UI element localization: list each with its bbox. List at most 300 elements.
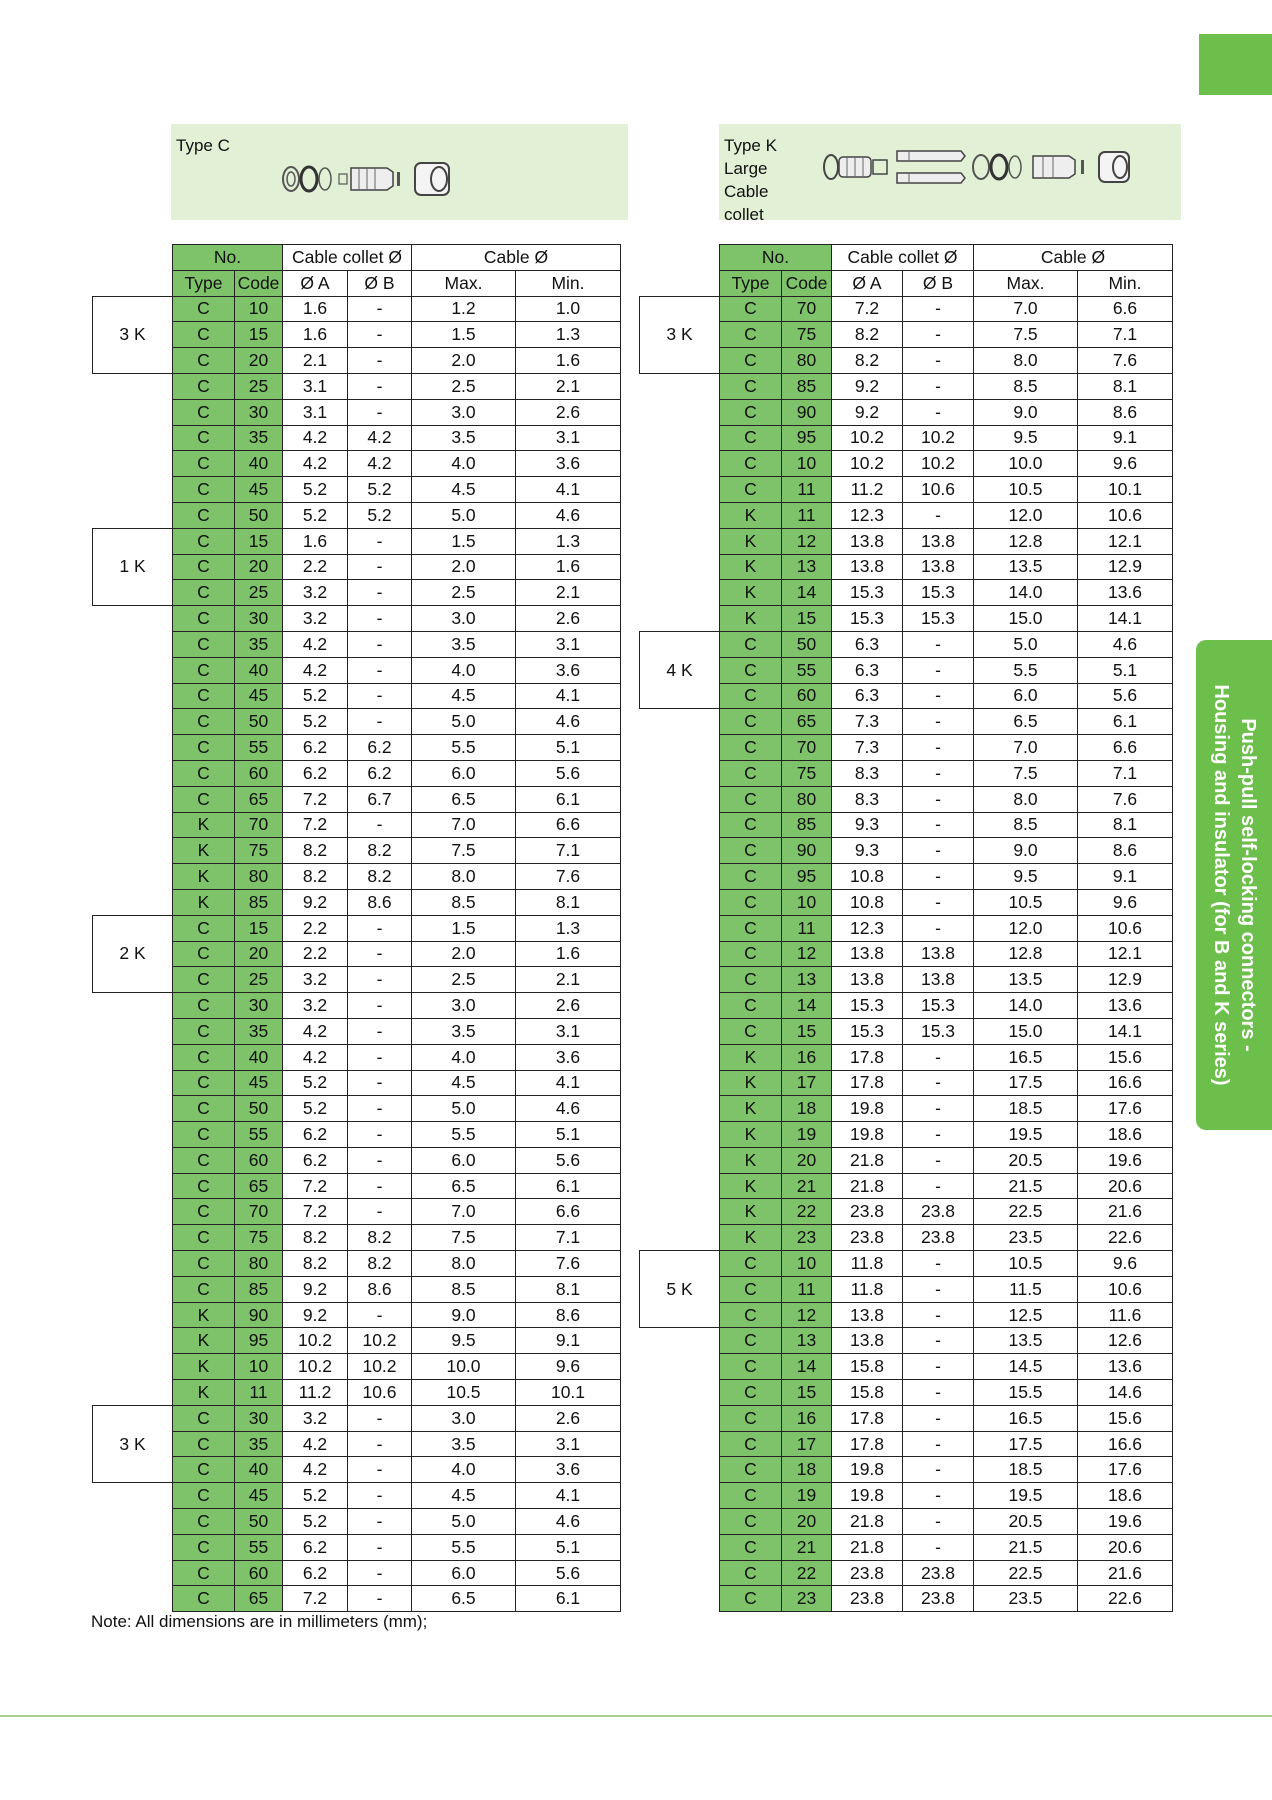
- cell-max: 3.0: [412, 399, 516, 425]
- cell-dia-a: 12.3: [832, 502, 903, 528]
- cell-code: 22: [782, 1199, 832, 1225]
- cell-max: 8.0: [974, 348, 1078, 374]
- cell-min: 18.6: [1078, 1122, 1173, 1148]
- cell-dia-a: 10.2: [283, 1328, 348, 1354]
- cell-max: 8.0: [412, 1251, 516, 1277]
- cell-dia-b: -: [348, 1070, 412, 1096]
- cell-dia-b: -: [348, 967, 412, 993]
- cell-min: 4.6: [516, 502, 621, 528]
- cell-dia-b: -: [903, 864, 974, 890]
- cell-dia-a: 3.1: [283, 373, 348, 399]
- table-row: [640, 657, 1173, 683]
- cell-dia-a: 2.2: [283, 941, 348, 967]
- cell-dia-b: -: [348, 1509, 412, 1535]
- cell-dia-a: 13.8: [832, 1302, 903, 1328]
- cell-min: 3.6: [516, 1457, 621, 1483]
- cell-max: 7.5: [412, 838, 516, 864]
- cell-dia-b: -: [348, 1096, 412, 1122]
- large-collet-body-icon: [821, 149, 891, 185]
- cell-type: C: [173, 1147, 235, 1173]
- cell-code: 55: [782, 657, 832, 683]
- cell-min: 4.1: [516, 1483, 621, 1509]
- table-row: [640, 709, 1173, 735]
- table-row: [640, 451, 1173, 477]
- cell-max: 22.5: [974, 1560, 1078, 1586]
- cell-min: 4.6: [516, 709, 621, 735]
- cell-dia-b: 10.2: [903, 425, 974, 451]
- cell-dia-b: 6.7: [348, 786, 412, 812]
- table-row: [640, 425, 1173, 451]
- cell-code: 35: [235, 1431, 283, 1457]
- cell-dia-b: 6.2: [348, 760, 412, 786]
- cell-type: C: [720, 425, 782, 451]
- type-k-label: Type K Large Cable collet: [724, 136, 777, 224]
- col-cable: Cable Ø: [974, 245, 1173, 271]
- cell-type: C: [720, 993, 782, 1019]
- cell-dia-b: -: [348, 657, 412, 683]
- cell-max: 6.0: [974, 683, 1078, 709]
- cell-max: 17.5: [974, 1431, 1078, 1457]
- col-code: Code: [782, 270, 832, 296]
- cell-dia-a: 8.2: [283, 838, 348, 864]
- table-row: [93, 683, 621, 709]
- table-row: [93, 1173, 621, 1199]
- cell-dia-b: -: [348, 322, 412, 348]
- cell-dia-a: 9.2: [832, 373, 903, 399]
- cell-min: 6.6: [516, 812, 621, 838]
- cell-type: C: [173, 993, 235, 1019]
- cell-type: C: [720, 889, 782, 915]
- cell-dia-b: 13.8: [903, 967, 974, 993]
- table-row: [640, 1509, 1173, 1535]
- cell-code: 45: [235, 1483, 283, 1509]
- cell-min: 19.6: [1078, 1147, 1173, 1173]
- cell-code: 11: [782, 477, 832, 503]
- cell-dia-b: -: [348, 812, 412, 838]
- cell-type: C: [173, 735, 235, 761]
- cell-min: 8.6: [516, 1302, 621, 1328]
- header-row-2: [93, 270, 621, 296]
- cell-code: 22: [782, 1560, 832, 1586]
- cell-dia-a: 5.2: [283, 1070, 348, 1096]
- cell-min: 9.6: [1078, 889, 1173, 915]
- cell-dia-b: 4.2: [348, 451, 412, 477]
- cell-code: 12: [782, 941, 832, 967]
- cell-type: C: [720, 451, 782, 477]
- table-row: [640, 786, 1173, 812]
- cell-code: 45: [235, 477, 283, 503]
- cell-dia-b: -: [348, 580, 412, 606]
- cell-dia-b: -: [903, 322, 974, 348]
- cell-dia-b: 4.2: [348, 425, 412, 451]
- cell-dia-b: -: [903, 657, 974, 683]
- cell-dia-a: 4.2: [283, 1044, 348, 1070]
- cell-type: C: [173, 528, 235, 554]
- cell-dia-a: 23.8: [832, 1199, 903, 1225]
- k-seal-rings-icon: [971, 152, 1023, 182]
- cell-type: K: [720, 1225, 782, 1251]
- table-row: [93, 760, 621, 786]
- cell-type: C: [720, 657, 782, 683]
- cell-min: 6.6: [1078, 296, 1173, 322]
- cell-max: 16.5: [974, 1044, 1078, 1070]
- cell-dia-a: 21.8: [832, 1173, 903, 1199]
- cell-dia-b: 10.2: [903, 451, 974, 477]
- cell-type: C: [173, 1483, 235, 1509]
- cell-type: C: [720, 1354, 782, 1380]
- cell-min: 3.6: [516, 1044, 621, 1070]
- cell-code: 23: [782, 1586, 832, 1612]
- cell-code: 95: [235, 1328, 283, 1354]
- table-row: [640, 1122, 1173, 1148]
- cell-dia-a: 9.2: [283, 889, 348, 915]
- table-row: [640, 1044, 1173, 1070]
- cell-max: 8.5: [412, 889, 516, 915]
- cell-max: 13.5: [974, 554, 1078, 580]
- cell-min: 12.9: [1078, 967, 1173, 993]
- cell-code: 30: [235, 399, 283, 425]
- cell-min: 8.6: [1078, 838, 1173, 864]
- table-row: [640, 1431, 1173, 1457]
- cable-collet-icon: [337, 162, 407, 196]
- cell-type: C: [720, 683, 782, 709]
- cell-dia-a: 3.2: [283, 993, 348, 1019]
- cell-dia-b: -: [903, 1251, 974, 1277]
- cell-max: 15.5: [974, 1380, 1078, 1406]
- cell-type: K: [720, 1122, 782, 1148]
- cell-dia-b: -: [903, 348, 974, 374]
- table-row: [640, 864, 1173, 890]
- cell-dia-b: -: [903, 1276, 974, 1302]
- cell-min: 21.6: [1078, 1199, 1173, 1225]
- cell-type: C: [173, 348, 235, 374]
- table-row: [640, 1018, 1173, 1044]
- cell-type: C: [173, 1509, 235, 1535]
- table-row: [93, 451, 621, 477]
- cell-type: K: [173, 1380, 235, 1406]
- cell-code: 85: [235, 889, 283, 915]
- cell-type: C: [173, 1044, 235, 1070]
- cell-dia-a: 5.2: [283, 709, 348, 735]
- cell-code: 30: [235, 606, 283, 632]
- cell-dia-b: -: [348, 709, 412, 735]
- table-row: [640, 348, 1173, 374]
- cell-min: 9.1: [516, 1328, 621, 1354]
- cell-max: 8.5: [974, 812, 1078, 838]
- cell-dia-a: 8.2: [832, 348, 903, 374]
- table-row: [640, 296, 1173, 322]
- table-row: [640, 1354, 1173, 1380]
- cell-min: 4.1: [516, 477, 621, 503]
- cell-code: 70: [782, 296, 832, 322]
- cell-min: 7.1: [516, 1225, 621, 1251]
- cell-dia-b: -: [348, 1044, 412, 1070]
- table-row: [640, 967, 1173, 993]
- cell-code: 14: [782, 993, 832, 1019]
- cell-dia-a: 5.2: [283, 683, 348, 709]
- cell-dia-b: 15.3: [903, 1018, 974, 1044]
- cell-min: 2.6: [516, 993, 621, 1019]
- cell-min: 9.6: [1078, 451, 1173, 477]
- cell-code: 17: [782, 1431, 832, 1457]
- cell-dia-b: 13.8: [903, 554, 974, 580]
- cell-dia-a: 8.2: [283, 864, 348, 890]
- cell-dia-b: 5.2: [348, 477, 412, 503]
- cell-min: 13.6: [1078, 580, 1173, 606]
- cell-code: 18: [782, 1457, 832, 1483]
- table-row: [93, 1302, 621, 1328]
- col-min: Min.: [516, 270, 621, 296]
- cell-dia-a: 6.3: [832, 657, 903, 683]
- cell-max: 19.5: [974, 1122, 1078, 1148]
- cell-type: C: [173, 1534, 235, 1560]
- table-row: [93, 580, 621, 606]
- col-cable-collet: Cable collet Ø: [832, 245, 974, 271]
- cell-max: 4.5: [412, 477, 516, 503]
- cell-code: 21: [782, 1534, 832, 1560]
- col-max: Max.: [974, 270, 1078, 296]
- cell-dia-a: 1.6: [283, 296, 348, 322]
- cell-type: C: [720, 322, 782, 348]
- cell-dia-a: 17.8: [832, 1405, 903, 1431]
- cell-dia-b: -: [348, 1560, 412, 1586]
- cell-min: 5.6: [516, 1560, 621, 1586]
- cell-code: 80: [235, 1251, 283, 1277]
- cell-dia-a: 8.2: [832, 322, 903, 348]
- table-row: [93, 425, 621, 451]
- col-no: No.: [720, 245, 832, 271]
- cell-type: C: [173, 1457, 235, 1483]
- cell-dia-b: -: [348, 1483, 412, 1509]
- cell-max: 21.5: [974, 1534, 1078, 1560]
- cell-max: 14.5: [974, 1354, 1078, 1380]
- cell-min: 8.6: [1078, 399, 1173, 425]
- cell-dia-a: 11.8: [832, 1276, 903, 1302]
- col-min: Min.: [1078, 270, 1173, 296]
- cell-dia-a: 11.8: [832, 1251, 903, 1277]
- k-cable-collet-icon: [1027, 150, 1091, 184]
- cell-type: C: [720, 915, 782, 941]
- cell-dia-a: 1.6: [283, 322, 348, 348]
- cell-dia-b: 23.8: [903, 1199, 974, 1225]
- col-dia-b: Ø B: [903, 270, 974, 296]
- cell-dia-a: 13.8: [832, 941, 903, 967]
- cell-max: 7.0: [974, 735, 1078, 761]
- cell-type: C: [720, 838, 782, 864]
- table-row: [93, 1276, 621, 1302]
- cell-dia-b: -: [348, 1534, 412, 1560]
- cell-type: C: [720, 709, 782, 735]
- cell-dia-a: 6.2: [283, 1122, 348, 1148]
- footer-rule: [0, 1715, 1272, 1717]
- cell-type: C: [173, 967, 235, 993]
- left-spec-table: [92, 244, 621, 1612]
- cell-dia-a: 4.2: [283, 1018, 348, 1044]
- cell-min: 20.6: [1078, 1173, 1173, 1199]
- cell-min: 7.6: [516, 864, 621, 890]
- cell-dia-b: -: [348, 1018, 412, 1044]
- type-c-header: [171, 124, 628, 220]
- cell-max: 20.5: [974, 1509, 1078, 1535]
- cell-dia-a: 5.2: [283, 1483, 348, 1509]
- table-row: [640, 1328, 1173, 1354]
- cell-max: 1.5: [412, 322, 516, 348]
- table-row: [640, 1560, 1173, 1586]
- cell-max: 10.0: [974, 451, 1078, 477]
- cell-max: 1.5: [412, 915, 516, 941]
- cell-type: K: [720, 554, 782, 580]
- cell-code: 40: [235, 657, 283, 683]
- cell-max: 16.5: [974, 1405, 1078, 1431]
- cell-dia-a: 9.2: [832, 399, 903, 425]
- cell-min: 15.6: [1078, 1044, 1173, 1070]
- cell-max: 22.5: [974, 1199, 1078, 1225]
- cell-code: 13: [782, 1328, 832, 1354]
- cell-max: 5.5: [412, 735, 516, 761]
- cell-min: 1.6: [516, 554, 621, 580]
- cell-type: K: [720, 528, 782, 554]
- side-tab-text: [1207, 640, 1261, 1130]
- cell-max: 8.5: [974, 373, 1078, 399]
- cell-dia-a: 3.2: [283, 967, 348, 993]
- cell-dia-b: 15.3: [903, 993, 974, 1019]
- cell-dia-a: 4.2: [283, 1457, 348, 1483]
- cell-dia-a: 11.2: [832, 477, 903, 503]
- cell-dia-a: 15.3: [832, 993, 903, 1019]
- cell-dia-b: -: [903, 889, 974, 915]
- table-row: [640, 1534, 1173, 1560]
- cell-dia-b: -: [903, 1096, 974, 1122]
- cell-dia-b: -: [348, 915, 412, 941]
- cell-type: C: [720, 1380, 782, 1406]
- cell-type: K: [720, 1044, 782, 1070]
- type-c-label: Type C: [176, 136, 230, 155]
- cell-type: K: [173, 889, 235, 915]
- cell-type: C: [173, 683, 235, 709]
- cell-min: 4.6: [516, 1096, 621, 1122]
- cell-max: 5.0: [412, 709, 516, 735]
- cell-type: K: [173, 838, 235, 864]
- cell-min: 8.1: [1078, 812, 1173, 838]
- cell-min: 12.1: [1078, 941, 1173, 967]
- cell-dia-b: -: [903, 709, 974, 735]
- cell-max: 9.5: [974, 425, 1078, 451]
- cell-type: C: [720, 1251, 782, 1277]
- table-row: [640, 373, 1173, 399]
- cell-min: 1.3: [516, 322, 621, 348]
- cell-min: 17.6: [1078, 1096, 1173, 1122]
- cell-dia-b: -: [348, 993, 412, 1019]
- table-row: [93, 1354, 621, 1380]
- cell-dia-a: 1.6: [283, 528, 348, 554]
- table-row: [93, 528, 621, 554]
- cell-type: C: [173, 502, 235, 528]
- cell-dia-b: 8.6: [348, 1276, 412, 1302]
- table-row: [93, 812, 621, 838]
- cell-max: 3.0: [412, 993, 516, 1019]
- table-row: [93, 296, 621, 322]
- right-table-body: [640, 296, 1173, 1612]
- cell-code: 95: [782, 425, 832, 451]
- cell-dia-a: 8.3: [832, 786, 903, 812]
- table-row: [640, 1276, 1173, 1302]
- cell-dia-b: -: [348, 606, 412, 632]
- cell-code: 60: [235, 1560, 283, 1586]
- cell-code: 20: [782, 1147, 832, 1173]
- col-type: Type: [173, 270, 235, 296]
- cell-max: 6.5: [412, 786, 516, 812]
- cell-dia-b: 10.6: [903, 477, 974, 503]
- cell-code: 40: [235, 1044, 283, 1070]
- cell-dia-b: 6.2: [348, 735, 412, 761]
- cell-dia-b: -: [903, 1302, 974, 1328]
- table-row: [93, 1147, 621, 1173]
- cell-dia-a: 3.2: [283, 1405, 348, 1431]
- table-row: [93, 941, 621, 967]
- cell-dia-b: -: [903, 1431, 974, 1457]
- header-row-1: [640, 245, 1173, 271]
- cell-dia-b: -: [903, 1457, 974, 1483]
- table-row: [640, 322, 1173, 348]
- cell-type: C: [720, 631, 782, 657]
- cell-min: 14.1: [1078, 1018, 1173, 1044]
- type-k-header: [719, 124, 1181, 224]
- cell-dia-a: 19.8: [832, 1122, 903, 1148]
- table-row: [93, 1560, 621, 1586]
- cell-dia-a: 8.3: [832, 760, 903, 786]
- cell-dia-a: 15.3: [832, 606, 903, 632]
- cell-min: 3.1: [516, 425, 621, 451]
- cell-type: C: [173, 1405, 235, 1431]
- cell-min: 5.6: [516, 760, 621, 786]
- cell-max: 2.0: [412, 554, 516, 580]
- cell-dia-b: -: [348, 941, 412, 967]
- cell-dia-b: -: [903, 373, 974, 399]
- cell-code: 15: [782, 1380, 832, 1406]
- cell-max: 13.5: [974, 967, 1078, 993]
- cell-dia-b: -: [348, 1199, 412, 1225]
- table-row: [93, 1328, 621, 1354]
- table-row: [640, 915, 1173, 941]
- cell-max: 7.5: [412, 1225, 516, 1251]
- cell-type: C: [720, 941, 782, 967]
- cell-code: 20: [782, 1509, 832, 1535]
- table-row: [640, 1199, 1173, 1225]
- cell-max: 8.0: [412, 864, 516, 890]
- table-row: [640, 1070, 1173, 1096]
- cell-code: 19: [782, 1483, 832, 1509]
- cell-dia-a: 15.8: [832, 1380, 903, 1406]
- cell-min: 14.6: [1078, 1380, 1173, 1406]
- cell-type: C: [173, 1431, 235, 1457]
- table-row: [93, 1405, 621, 1431]
- cell-type: C: [720, 1534, 782, 1560]
- cell-code: 55: [235, 1122, 283, 1148]
- cell-min: 10.6: [1078, 502, 1173, 528]
- cell-max: 4.0: [412, 451, 516, 477]
- cell-max: 6.5: [412, 1173, 516, 1199]
- cell-dia-b: -: [903, 1534, 974, 1560]
- cell-code: 17: [782, 1070, 832, 1096]
- cell-min: 7.1: [516, 838, 621, 864]
- cell-max: 21.5: [974, 1173, 1078, 1199]
- cell-dia-b: 5.2: [348, 502, 412, 528]
- cell-code: 55: [235, 735, 283, 761]
- cell-dia-a: 4.2: [283, 451, 348, 477]
- cell-type: C: [720, 348, 782, 374]
- cell-code: 50: [235, 1096, 283, 1122]
- table-row: [93, 838, 621, 864]
